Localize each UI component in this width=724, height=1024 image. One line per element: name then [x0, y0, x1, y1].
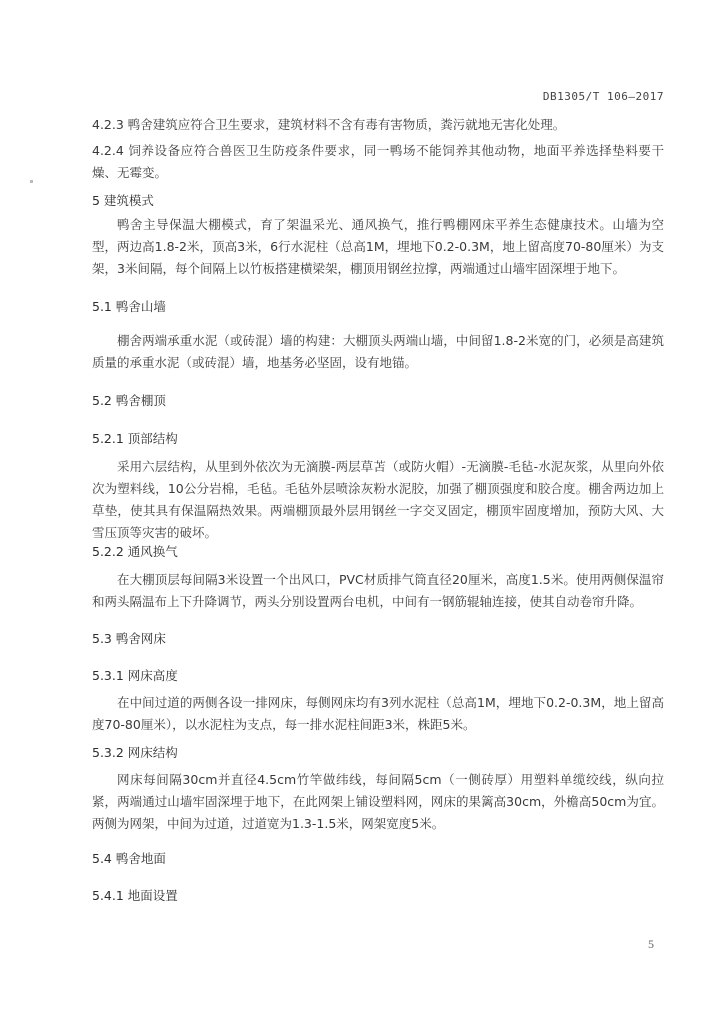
- heading-5: 5 建筑模式: [92, 193, 154, 208]
- paragraph-5-2-2: 在大棚顶层每间隔3米设置一个出风口，PVC材质排气筒直径20厘米，高度1.5米。使用两侧保温帘和两头隔温布上下升降调节，两头分别设置两台电机，中间有一钢筋辊轴连接，使其自动卷帘升降。: [92, 572, 664, 609]
- clause-4-2-4: 4.2.4 饲养设备应符合兽医卫生防疫条件要求，同一鸭场不能饲养其他动物，地面平养选择垫料要干燥、无霉变。: [92, 143, 664, 180]
- heading-5-1: 5.1 鸭舍山墙: [92, 299, 166, 314]
- heading-5-4-1: 5.4.1 地面设置: [92, 888, 178, 903]
- heading-5-2: 5.2 鸭舍棚顶: [92, 393, 166, 408]
- heading-5-2-1: 5.2.1 顶部结构: [92, 431, 178, 446]
- paragraph-5: 鸭舍主导保温大棚模式，育了架温采光、通风换气，推行鸭棚网床平养生态健康技术。山墙为空型，两边高1.8-2米，顶高3米，6行水泥柱（总高1M，埋地下0.2-0.3M，地上留高度70-80厘米）为支架，3米间隔，每个间隔上以竹板搭建横梁架，棚顶用钢丝拉撑，两端通过山墙牢固深埋于地下。: [92, 217, 664, 276]
- paragraph-5-1: 棚舍两端承重水泥（或砖混）墙的构建：大棚顶头两端山墙，中间留1.8-2米宽的门，必须是高建筑质量的承重水泥（或砖混）墙，地基务必坚固，设有地锚。: [92, 333, 664, 370]
- page-number: 5: [648, 937, 654, 951]
- clause-4-2-3: 4.2.3 鸭舍建筑应符合卫生要求，建筑材料不含有毒有害物质，粪污就地无害化处理。: [92, 117, 566, 132]
- paragraph-5-3-1: 在中间过道的两侧各设一排网床，每侧网床均有3列水泥柱（总高1M，埋地下0.2-0.3M，地上留高度70-80厘米），以水泥柱为支点，每一排水泥柱间距3米，株距5米。: [92, 695, 664, 732]
- paragraph-5-3-2: 网床每间隔30cm并直径4.5cm竹竿做纬线，每间隔5cm（一侧砖厚）用塑料单缆绞线，纵向拉紧，两端通过山墙牢固深埋于地下，在此网架上铺设塑料网，网床的果篱高30cm，外檐高50cm为宜。两侧为网架，中间为过道，过道宽为1.3-1.5米，网架宽度5米。: [92, 772, 664, 831]
- heading-5-2-2: 5.2.2 通风换气: [92, 544, 178, 559]
- heading-5-3: 5.3 鸭舍网床: [92, 631, 166, 646]
- paragraph-5-2-1: 采用六层结构，从里到外依次为无滴膜-两层草苫（或防火帽）-无滴膜-毛毡-水泥灰浆，从里向外依次为塑料线，10公分岩棉，毛毡。毛毡外层喷涂灰粉水泥胶，加强了棚顶强度和胶合度。棚舍两边加上草垫，使其具有保温隔热效果。两端棚顶最外层用钢丝一字交叉固定，棚顶牢固度增加，预防大风、大雪压顶等灾害的破坏。: [92, 459, 664, 540]
- heading-5-3-2: 5.3.2 网床结构: [92, 745, 178, 760]
- standard-code: DB1305/T 106—2017: [542, 90, 664, 103]
- heading-5-4: 5.4 鸭舍地面: [92, 851, 166, 866]
- heading-5-3-1: 5.3.1 网床高度: [92, 668, 178, 683]
- scan-speck: [30, 180, 33, 183]
